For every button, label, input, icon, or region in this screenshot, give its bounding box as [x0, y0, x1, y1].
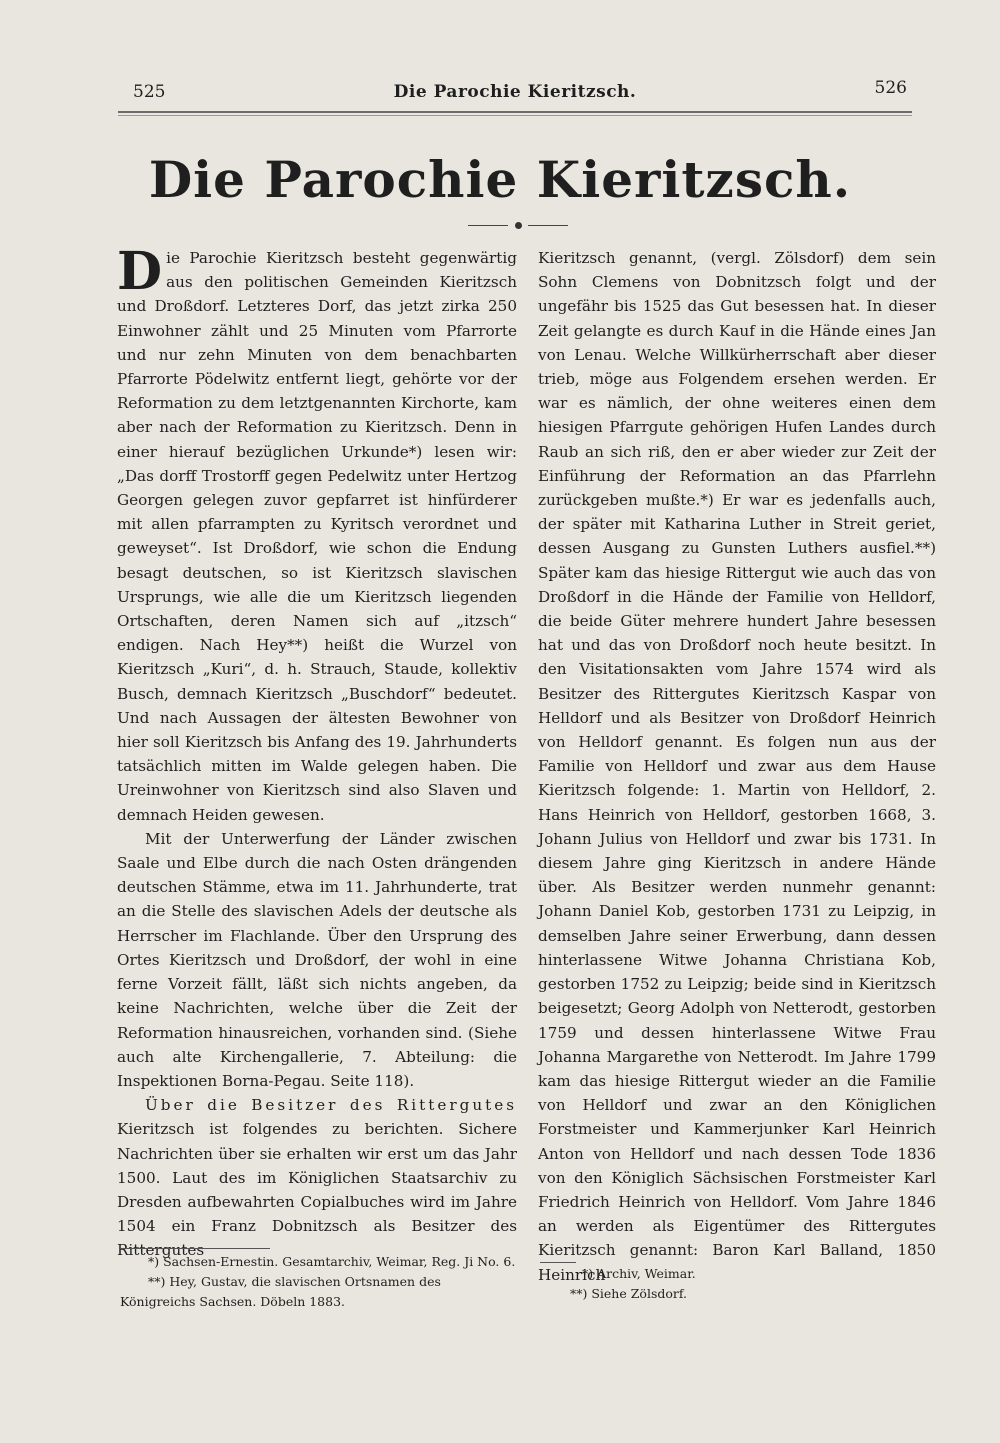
right-column	[538, 246, 936, 1287]
header-rule-thin	[118, 115, 912, 116]
footnote: **) Hey, Gustav, die slavischen Ortsnamen des Königreichs Sachsen. Döbeln 1883.	[120, 1274, 441, 1309]
header-rule	[118, 111, 912, 113]
right-footnotes	[570, 1264, 910, 1304]
paragraph	[117, 1093, 517, 1262]
paragraph	[117, 241, 517, 827]
page-header	[115, 78, 915, 104]
page-number-right: 526	[874, 78, 907, 98]
footnote: *) Archiv, Weimar.	[582, 1266, 696, 1281]
running-title: Die Parochie Kieritzsch.	[393, 82, 637, 102]
footnote-rule-right	[540, 1262, 576, 1263]
page-number-left: 525	[133, 82, 166, 102]
drop-cap: D	[117, 241, 163, 302]
chapter-title: Die Parochie Kieritzsch.	[148, 150, 852, 209]
left-column	[117, 241, 517, 1263]
footnote: **) Siehe Zölsdorf.	[570, 1286, 688, 1301]
paragraph-text: ie Parochie Kieritzsch besteht gegenwärtig aus den politischen Gemeinden Kieritzsch und Droßdorf. Letzteres Dorf, das jetzt zirka 250 Einwohner zählt und 25 Minuten vom Pfarrorte und nur zehn Minuten von dem benachbarten Pfarrorte Pödelwitz entfernt liegt, gehörte vor der Reformation zu dem letztgenannten Kirchorte, kam aber nach der Reformation zu Kieritzsch. Denn in einer hierauf bezüglichen Urkunde*) lesen wir: „Das dorff Trostorff gegen Pedelwitz unter Hertzog Georgen gelegen zuvor gepfarret ist hinfürderer mit allen pfarrampten zu Kyritsch verordnet und geweyset“. Ist Droßdorf, wie schon die Endung besagt deutschen, so ist Kieritzsch slavischen Ursprungs, wie alle die um Kieritzsch liegenden Ortschaften, deren Namen sich auf „itzsch“ endigen. Nach Hey**) heißt die Wurzel von Kieritzsch „Kuri“, d. h. Strauch, Staude, kollektiv Busch, demnach Kieritzsch „Buschdorf“ bedeutet. Und nach Aussagen der ältesten Bewohner von hier soll Kieritzsch bis Anfang des 19. Jahrhunderts tatsächlich mitten im Walde gelegen haben. Die Ureinwohner von Kieritzsch sind also Slaven und demnach Heiden gewesen.	[117, 249, 517, 824]
paragraph: Mit der Unterwerfung der Länder zwischen Saale und Elbe durch die nach Osten drängenden deutschen Stämme, etwa im 11. Jahrhunderte, trat an die Stelle des slavischen Adels der deutsche als Herrscher im Flachlande. Über den Ursprung des Ortes Kieritzsch und Droßdorf, der wohl in eine ferne Vorzeit fällt, läßt sich nichts angeben, da keine Nachrichten, welche über die Zeit der Reformation hinausreichen, vorhanden sind. (Siehe auch alte Kirchengallerie, 7. Abteilung: die Inspektionen Borna-Pegau. Seite 118).	[117, 829, 517, 1090]
footnote: *) Sachsen-Ernestin. Gesamtarchiv, Weimar, Reg. Ji No. 6.	[148, 1254, 516, 1269]
footnote-rule-left	[120, 1248, 270, 1249]
title-ornament	[468, 221, 568, 231]
paragraph: Kieritzsch genannt, (vergl. Zölsdorf) dem sein Sohn Clemens von Dobnitzsch folgt und der ungefähr bis 1525 das Gut besessen hat. In dieser Zeit gelangte es durch Kauf in die Hände eines Jan von Lenau. Welche Willkürherrschaft aber dieser trieb, möge aus Folgendem ersehen werden. Er war es nämlich, der ohne weiteres einen dem hiesigen Pfarrgute gehörigen Hufen Landes durch Raub an sich riß, den er aber wieder zur Zeit der Einführung der Reformation an das Pfarrlehn zurückgeben mußte.*) Er war es jedenfalls auch, der später mit Katharina Luther in Streit geriet, dessen Ausgang zu Gunsten Luthers ausfiel.**) Später kam das hiesige Rittergut wie auch das von Droßdorf in die Hände der Familie von Helldorf, die beide Güter mehrere hundert Jahre besessen hat und das von Droßdorf noch heute besitzt. In den Visitationsakten vom Jahre 1574 wird als Besitzer des Rittergutes Kieritzsch Kaspar von Helldorf und als Besitzer von Droßdorf Heinrich von Helldorf genannt. Es folgen nun aus der Familie von Helldorf und zwar aus dem Hause Kieritzsch folgende: 1. Martin von Helldorf, 2. Hans Heinrich von Helldorf, gestorben 1668, 3. Johann Julius von Helldorf und zwar bis 1731. In diesem Jahre ging Kieritzsch in andere Hände über. Als Besitzer werden nunmehr genannt: Johann Daniel Kob, gestorben 1731 zu Leipzig, in demselben Jahre seiner Erwerbung, dann dessen hinterlassene Witwe Johanna Christiana Kob, gestorben 1752 zu Leipzig; beide sind in Kieritzsch beigesetzt; Georg Adolph von Netterodt, gestorben 1759 und dessen hinterlassene Witwe Frau Johanna Margarethe von Netterodt. Im Jahre 1799 kam das hiesige Rittergut wieder an die Familie von Helldorf und zwar an den Königlichen Forstmeister und Kammerjunker Karl Heinrich Anton von Helldorf und nach dessen Tode 1836 von den Königlich Sächsischen Forstmeister Karl Friedrich Heinrich von Helldorf. Vom Jahre 1846 an werden als Eigentümer des Rittergutes Kieritzsch genannt: Baron Karl Balland, 1850 Heinrich	[538, 249, 936, 1284]
paragraph-text: Kieritzsch ist folgendes zu berichten. Sichere Nachrichten über sie erhalten wir erst um das Jahr 1500. Laut des im Königlichen Staatsarchiv zu Dresden aufbewahrten Copialbuches wird im Jahre 1504 ein Franz Dobnitzsch als Besitzer des Rittergutes	[117, 1120, 517, 1260]
left-footnotes	[120, 1252, 518, 1312]
spaced-lead-text: Über die Besitzer des Rittergutes	[145, 1096, 517, 1115]
